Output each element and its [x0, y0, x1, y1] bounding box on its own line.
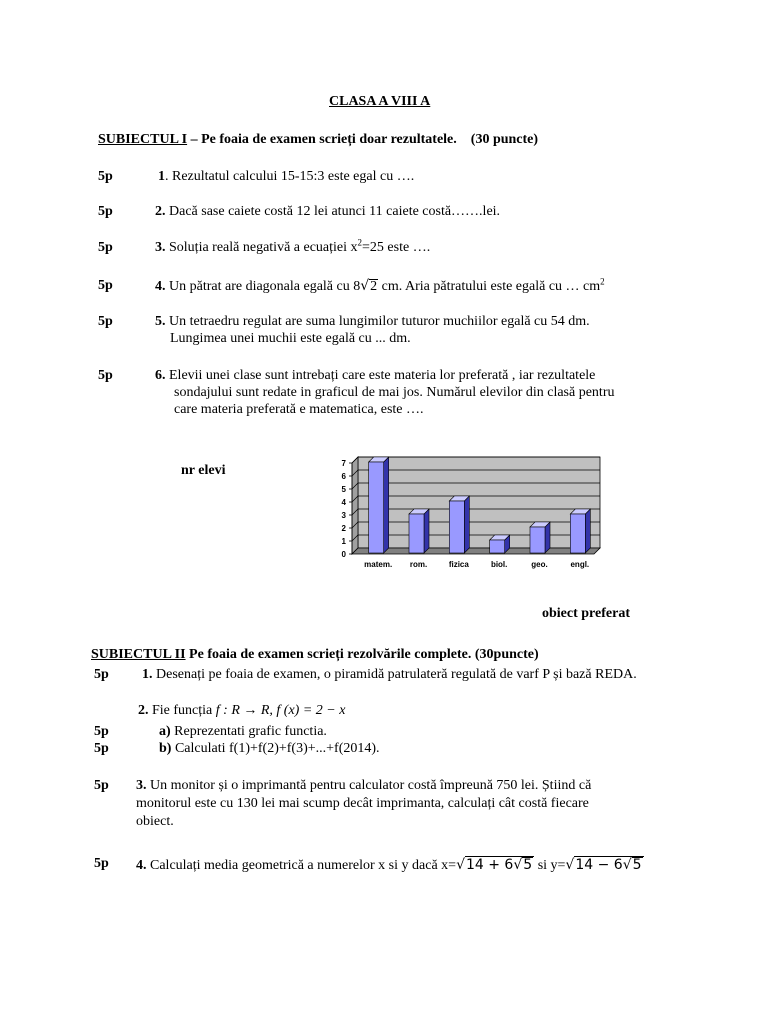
- page-title: CLASA A VIII A: [329, 94, 431, 109]
- chart-x-label: obiect preferat: [542, 606, 630, 621]
- bar-biol: [490, 540, 505, 553]
- y-tick-label: 4: [341, 498, 346, 507]
- item-6-line-3: care materia preferată e matematica, este ….: [174, 402, 424, 417]
- x-tick-label: matem.: [364, 560, 393, 569]
- item-2-text: Dacă sase caiete costă 12 lei atunci 11 caiete costă…….lei.: [165, 204, 501, 219]
- item-4: [155, 278, 605, 295]
- s2-item-4-rad1-inner: 5: [523, 857, 533, 873]
- item-2: [155, 204, 500, 220]
- s2-item-3-line-3: obiect.: [136, 814, 174, 829]
- subject-1-points: (30 puncte): [470, 132, 539, 147]
- chart-side-wall: [352, 457, 358, 554]
- item-1-text: . Rezultatul calcului 15-15:3 este egal cu ….: [165, 169, 415, 184]
- s2-item-2a-text: Reprezentati grafic functia.: [170, 724, 327, 739]
- y-tick-label: 1: [341, 537, 346, 546]
- subject-2-instructions: Pe foaia de examen scrieți rezolvările complete. (30puncte): [185, 647, 539, 662]
- item-3-text: Soluția reală negativă a ecuației x: [165, 240, 358, 255]
- item-3: [155, 237, 431, 256]
- y-tick-label: 0: [341, 550, 346, 559]
- item-5-line-2: Lungimea unei muchii este egală cu ... dm.: [170, 331, 411, 346]
- s2-item-2b: [159, 741, 380, 757]
- sqrt-symbol-y: √: [565, 857, 575, 873]
- item-5: [155, 314, 590, 330]
- s2-item-4-mid-text: si y=: [534, 858, 566, 873]
- bar-chart: [330, 452, 610, 574]
- s2-item-2b-text: Calculati f(1)+f(2)+f(3)+...+f(2014).: [171, 741, 380, 756]
- y-tick-label: 3: [341, 511, 346, 520]
- x-tick-label: biol.: [490, 560, 508, 569]
- item-1: [158, 169, 414, 185]
- bar-engl: [570, 514, 585, 553]
- item-4-exponent: 2: [600, 276, 605, 287]
- item-1-number: 1: [158, 169, 165, 184]
- chart-y-label: nr elevi: [181, 463, 226, 478]
- s2-item-2b-points: 5p: [94, 741, 109, 756]
- item-6-line-2: sondajului sunt redate in graficul de mai jos. Numărul elevilor din clasă pentru: [174, 385, 615, 400]
- x-tick-label: geo.: [531, 560, 548, 569]
- subject-1-instructions: – Pe foaia de examen scrieți doar rezultatele.: [187, 132, 457, 147]
- bar-side: [464, 496, 469, 553]
- s2-item-4-radicand-x: [465, 856, 534, 872]
- item-3-number: 3.: [155, 240, 166, 255]
- item-4-text: Un pătrat are diagonala egală cu 8: [165, 279, 361, 294]
- s2-item-2a: [159, 724, 327, 740]
- item-4-points: 5p: [98, 278, 113, 293]
- chart-floor: [352, 548, 600, 554]
- sqrt-symbol-x: √: [456, 857, 465, 873]
- item-5-text: Un tetraedru regulat are suma lungimilor tuturor muchiilor egală cu 54 dm.: [165, 314, 590, 329]
- s2-item-3-line-2: monitorul este cu 130 lei mai scump decât imprimanta, calculați cât costă fiecare: [136, 796, 589, 811]
- s2-item-3-points: 5p: [94, 778, 109, 793]
- subject-2-label: SUBIECTUL II: [91, 647, 186, 662]
- s2-item-3-number: 3.: [136, 778, 147, 793]
- s2-item-2: [138, 703, 345, 719]
- s2-item-4-points: 5p: [94, 856, 109, 871]
- y-tick-label: 6: [341, 472, 346, 481]
- chart-back-wall: [358, 457, 600, 548]
- item-3-points: 5p: [98, 240, 113, 255]
- item-5-points: 5p: [98, 314, 113, 329]
- s2-item-4-radicand-y: [574, 856, 643, 872]
- s2-item-1-points: 5p: [94, 667, 109, 682]
- item-6-text: Elevii unei clase sunt intrebați care este materia lor preferată , iar rezultatele: [165, 368, 596, 383]
- item-6-number: 6.: [155, 368, 166, 383]
- s2-item-1-number: 1.: [142, 667, 153, 682]
- s2-item-2-text: Fie funcția: [148, 703, 216, 718]
- s2-item-3-text: Un monitor și o imprimantă pentru calculator costă împreună 750 lei. Știind că: [146, 778, 592, 793]
- bar-rom: [409, 514, 424, 553]
- sqrt-symbol: √: [360, 278, 370, 294]
- subject-2-heading: [91, 647, 539, 663]
- item-4-text-end: cm. Aria pătratului este egală cu … cm: [378, 279, 601, 294]
- y-tick-label: 5: [341, 485, 346, 494]
- bar-side: [585, 509, 590, 553]
- y-tick-label: 7: [341, 459, 346, 468]
- s2-item-2-formula: f : R → R, f (x) = 2 − x: [215, 703, 346, 718]
- item-3-text-end: =25 este ….: [362, 240, 431, 255]
- s2-item-2a-letter: a): [159, 724, 171, 739]
- bar-side: [424, 509, 429, 553]
- s2-item-4-number: 4.: [136, 858, 147, 873]
- s2-item-4: [136, 856, 644, 874]
- item-4-radicand: 2: [370, 279, 378, 294]
- s2-item-4-text: Calculați media geometrică a numerelor x si y dacă x=: [146, 858, 457, 873]
- s2-item-1: [142, 667, 637, 683]
- x-tick-label: rom.: [409, 560, 428, 569]
- item-6: [155, 368, 595, 384]
- item-6-points: 5p: [98, 368, 113, 383]
- s2-item-2a-points: 5p: [94, 724, 109, 739]
- item-2-number: 2.: [155, 204, 166, 219]
- s2-item-1-text: Desenați pe foaia de examen, o piramidă patrulateră regulată de varf P și bază REDA.: [152, 667, 637, 682]
- s2-item-4-rad1-text: 14 + 6: [465, 857, 514, 873]
- sqrt-symbol-inner-y: √: [622, 857, 632, 873]
- subject-1-label: SUBIECTUL I: [98, 132, 188, 147]
- x-tick-label: fizica: [448, 560, 469, 569]
- y-tick-label: 2: [341, 524, 346, 533]
- item-5-number: 5.: [155, 314, 166, 329]
- subject-1-heading: [98, 132, 538, 148]
- s2-item-2-number: 2.: [138, 703, 149, 718]
- s2-item-4-rad2-text: 14 − 6: [575, 857, 623, 873]
- item-1-points: 5p: [98, 169, 113, 184]
- bar-matem: [369, 462, 384, 553]
- item-4-number: 4.: [155, 279, 166, 294]
- item-3-exponent: 2: [357, 237, 363, 248]
- sqrt-symbol-inner-x: √: [513, 857, 523, 873]
- bar-geo: [530, 527, 545, 553]
- s2-item-3: [136, 778, 591, 794]
- bar-side: [384, 457, 389, 553]
- s2-item-4-rad2-inner: 5: [632, 857, 642, 873]
- item-2-points: 5p: [98, 204, 113, 219]
- bar-fizica: [449, 501, 464, 553]
- s2-item-2b-letter: b): [159, 741, 172, 756]
- x-tick-label: engl.: [570, 560, 590, 569]
